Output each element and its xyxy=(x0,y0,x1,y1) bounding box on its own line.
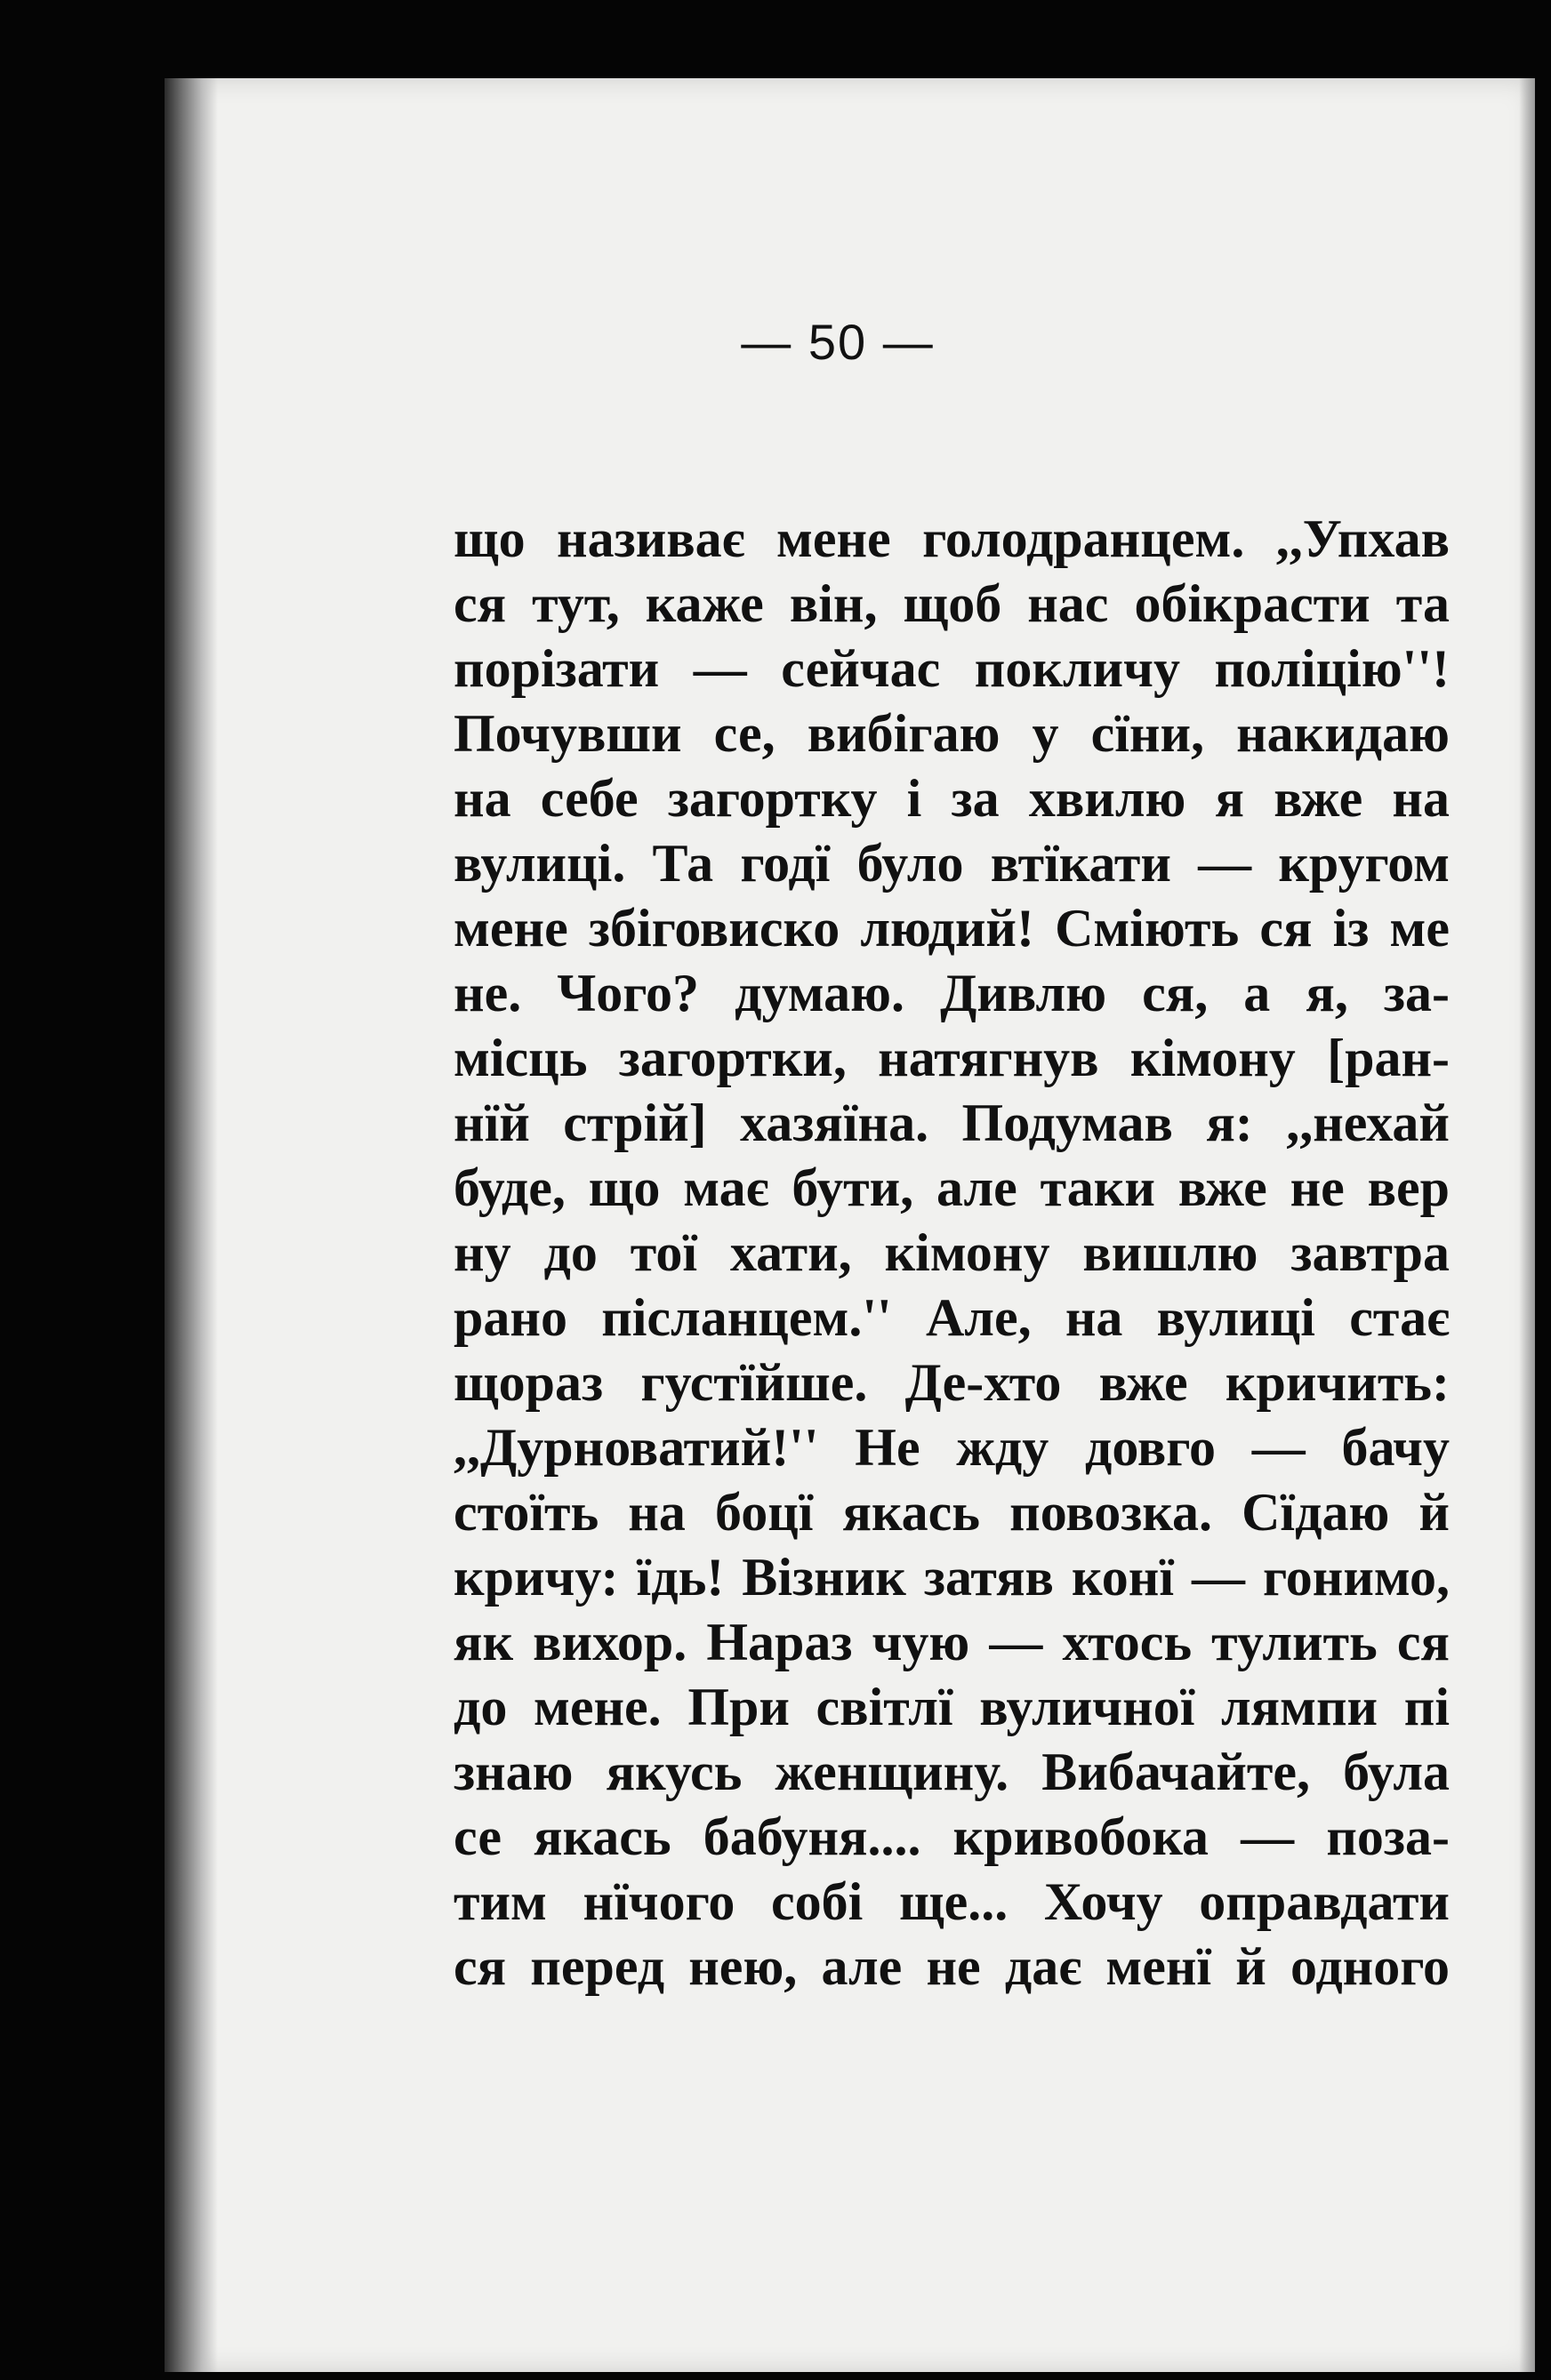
text-line: рано післанцем.'' Але, на вулиці стає xyxy=(454,1288,1450,1347)
text-line: що називає мене голодранцем. ,,Упхав xyxy=(454,509,1450,568)
body-text xyxy=(454,507,1450,1999)
text-line: буде, що має бути, але таки вже не вер xyxy=(454,1158,1450,1217)
text-line: до мене. При світлї вуличної лямпи пі xyxy=(454,1678,1450,1736)
page-number-text: — 50 — xyxy=(741,314,935,370)
text-line: стоїть на боцї якась повозка. Сїдаю й xyxy=(454,1483,1450,1542)
text-line: ,,Дурноватий!'' Не жду довго — бачу xyxy=(454,1418,1450,1477)
text-line: ну до тої хати, кімону вишлю завтра xyxy=(454,1223,1450,1282)
text-line: порізати — сейчас покличу поліцію''! xyxy=(454,639,1450,698)
text-line: мене збіговиско людий! Сміють ся із ме xyxy=(454,899,1450,958)
text-line: кричу: їдь! Візник затяв конї — гонимо, xyxy=(454,1548,1450,1607)
text-line: не. Чого? думаю. Дивлю ся, а я, за- xyxy=(454,964,1450,1022)
text-line: знаю якусь женщину. Вибачайте, була xyxy=(454,1743,1450,1801)
text-line: ся тут, каже він, щоб нас обікрасти та xyxy=(454,574,1450,633)
text-line: щораз густїйше. Де-хто вже кричить: xyxy=(454,1353,1450,1412)
text-line: місць загортки, натягнув кімону [ран- xyxy=(454,1029,1450,1087)
text-line: тим нїчого собі ще... Хочу оправдати xyxy=(454,1872,1450,1931)
text-line: на себе загортку і за хвилю я вже на xyxy=(454,769,1450,828)
text-line: ся перед нею, але не дає менї й одного xyxy=(454,1937,1450,1996)
page-binding-shadow xyxy=(165,78,218,2372)
page-number xyxy=(0,313,1551,371)
text-line: як вихор. Нараз чую — хтось тулить ся xyxy=(454,1613,1450,1671)
text-line: нїй стрій] хазяїна. Подумав я: ,,нехай xyxy=(454,1094,1450,1152)
page-right-shadow xyxy=(1519,78,1535,2372)
text-line: Почувши се, вибігаю у сїни, накидаю xyxy=(454,704,1450,763)
text-line: се якась бабуня.... кривобока — поза- xyxy=(454,1807,1450,1866)
text-line: вулиці. Та годї було втїкати — кругом xyxy=(454,834,1450,893)
